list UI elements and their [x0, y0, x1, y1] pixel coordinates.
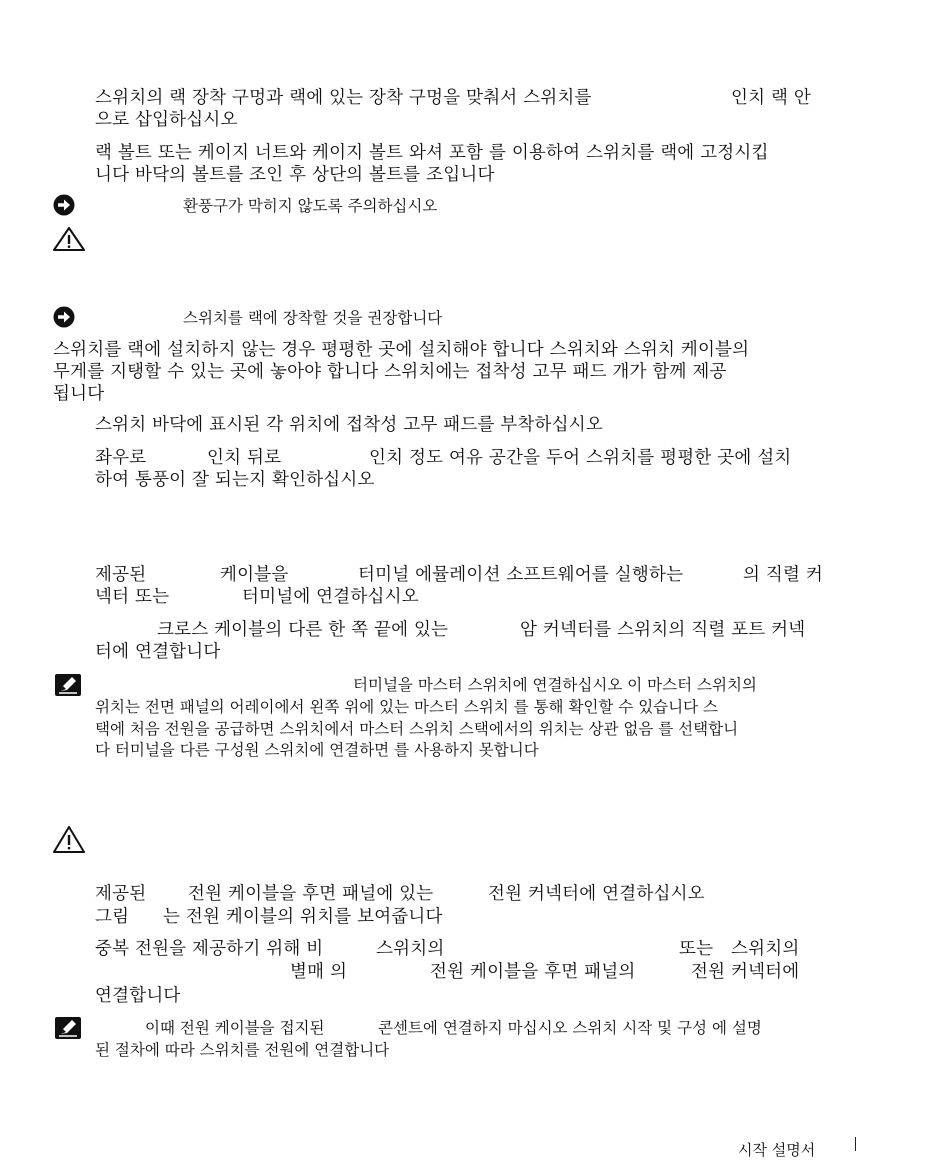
step-power-line2a: 그림	[95, 907, 130, 927]
step-terminal-line2b: 터미널에 연결하십시오	[242, 587, 419, 607]
step-rack-insert-line1-tail: 인치 랙 안	[731, 88, 811, 108]
freestanding-intro-line1: 스위치를 랙에 설치하지 않는 경우 평평한 곳에 설치해야 합니다 스위치와 스위치 케이블의	[53, 340, 750, 360]
notice-rack-recommend-text: 스위치를 랙에 장착할 것을 권장합니다	[183, 309, 443, 327]
step-power-a: 제공된	[95, 884, 147, 904]
step-redundant-line2a: 별매 의	[290, 962, 348, 982]
notice-vent-text: 환풍구가 막히지 않도록 주의하십시오	[183, 197, 438, 215]
caution-icon	[52, 825, 86, 855]
step-terminal-d: 의 직렬 커	[743, 565, 823, 585]
step-terminal-line2a: 넥터 또는	[95, 587, 170, 607]
step-clearance-b: 인치 뒤로	[207, 448, 282, 468]
step-crossover-b: 암 커넥터를 스위치의 직렬 포트 커넥	[520, 620, 806, 640]
step-rack-insert-line2: 으로 삽입하십시오	[95, 110, 238, 130]
step-power-c: 전원 커넥터에 연결하십시오	[488, 884, 705, 904]
note-outlet-line2: 된 절차에 따라 스위치를 전원에 연결합니다	[95, 1041, 390, 1059]
step-pads-text: 스위치 바닥에 표시된 각 위치에 접착성 고무 패드를 부착하십시오	[95, 415, 603, 435]
note-master-line2: 위치는 전면 패널의 어레이에서 왼쪽 위에 있는 마스터 스위치 를 통해 확인할 수 있습니다 스	[95, 698, 718, 716]
freestanding-intro-line3: 됩니다	[53, 384, 105, 404]
note-pencil-icon	[55, 674, 81, 696]
note-master-line3: 택에 처음 전원을 공급하면 스위치에서 마스터 스위치 스택에서의 위치는 상관 없음 를 선택합니	[95, 720, 739, 738]
note-master-line4: 다 터미널을 다른 구성원 스위치에 연결하면 를 사용하지 못합니다	[95, 741, 539, 759]
step-redundant-line2c: 전원 커넥터에	[691, 962, 800, 982]
step-power-b: 전원 케이블을 후면 패널에 있는	[188, 884, 434, 904]
step-terminal-c: 터미널 에뮬레이션 소프트웨어를 실행하는	[358, 565, 684, 585]
step-rack-bolt-line1: 랙 볼트 또는 케이지 너트와 케이지 볼트 와셔 포함 를 이용하여 스위치를 랙에 고정시킵	[95, 143, 769, 163]
freestanding-intro-line2: 무게를 지탱할 수 있는 곳에 놓아야 합니다 스위치에는 접착성 고무 패드 개가 함께 제공	[53, 362, 727, 382]
step-redundant-b: 스위치의	[376, 939, 445, 959]
step-crossover-a: 크로스 케이블의 다른 한 쪽 끝에 있는	[157, 620, 449, 640]
note-master-line1: 터미널을 마스터 스위치에 연결하십시오 이 마스터 스위치의	[353, 676, 757, 694]
note-pencil-icon	[55, 1017, 81, 1039]
footer-title: 시작 설명서	[738, 1141, 816, 1159]
notice-icon	[53, 306, 75, 328]
step-rack-insert-line1: 스위치의 랙 장착 구멍과 랙에 있는 장착 구멍을 맞춰서 스위치를	[95, 88, 592, 108]
step-clearance-line2: 하여 통풍이 잘 되는지 확인하십시오	[95, 470, 375, 490]
note-outlet-line1b: 콘센트에 연결하지 마십시오 스위치 시작 및 구성 에 설명	[378, 1019, 762, 1037]
step-crossover-line2: 터에 연결합니다	[95, 642, 221, 662]
notice-icon	[53, 194, 75, 216]
step-terminal-b: 케이블을	[220, 565, 289, 585]
step-terminal-a: 제공된	[95, 565, 147, 585]
step-redundant-line2b: 전원 케이블을 후면 패널의	[430, 962, 636, 982]
step-clearance-c: 인치 정도 여유 공간을 두어 스위치를 평평한 곳에 설치	[369, 448, 792, 468]
step-clearance-a: 좌우로	[95, 448, 147, 468]
step-redundant-c: 또는	[679, 939, 714, 959]
caution-icon	[52, 226, 86, 252]
step-redundant-d: 스위치의	[731, 939, 800, 959]
step-power-line2b: 는 전원 케이블의 위치를 보여줍니다	[163, 907, 443, 927]
note-outlet-line1a: 이때 전원 케이블을 접지된	[145, 1019, 325, 1037]
footer-separator	[855, 1137, 856, 1151]
step-rack-bolt-line2: 니다 바닥의 볼트를 조인 후 상단의 볼트를 조입니다	[95, 165, 495, 185]
step-redundant-line3: 연결합니다	[95, 986, 181, 1006]
step-redundant-a: 중복 전원을 제공하기 위해 비	[95, 939, 324, 959]
